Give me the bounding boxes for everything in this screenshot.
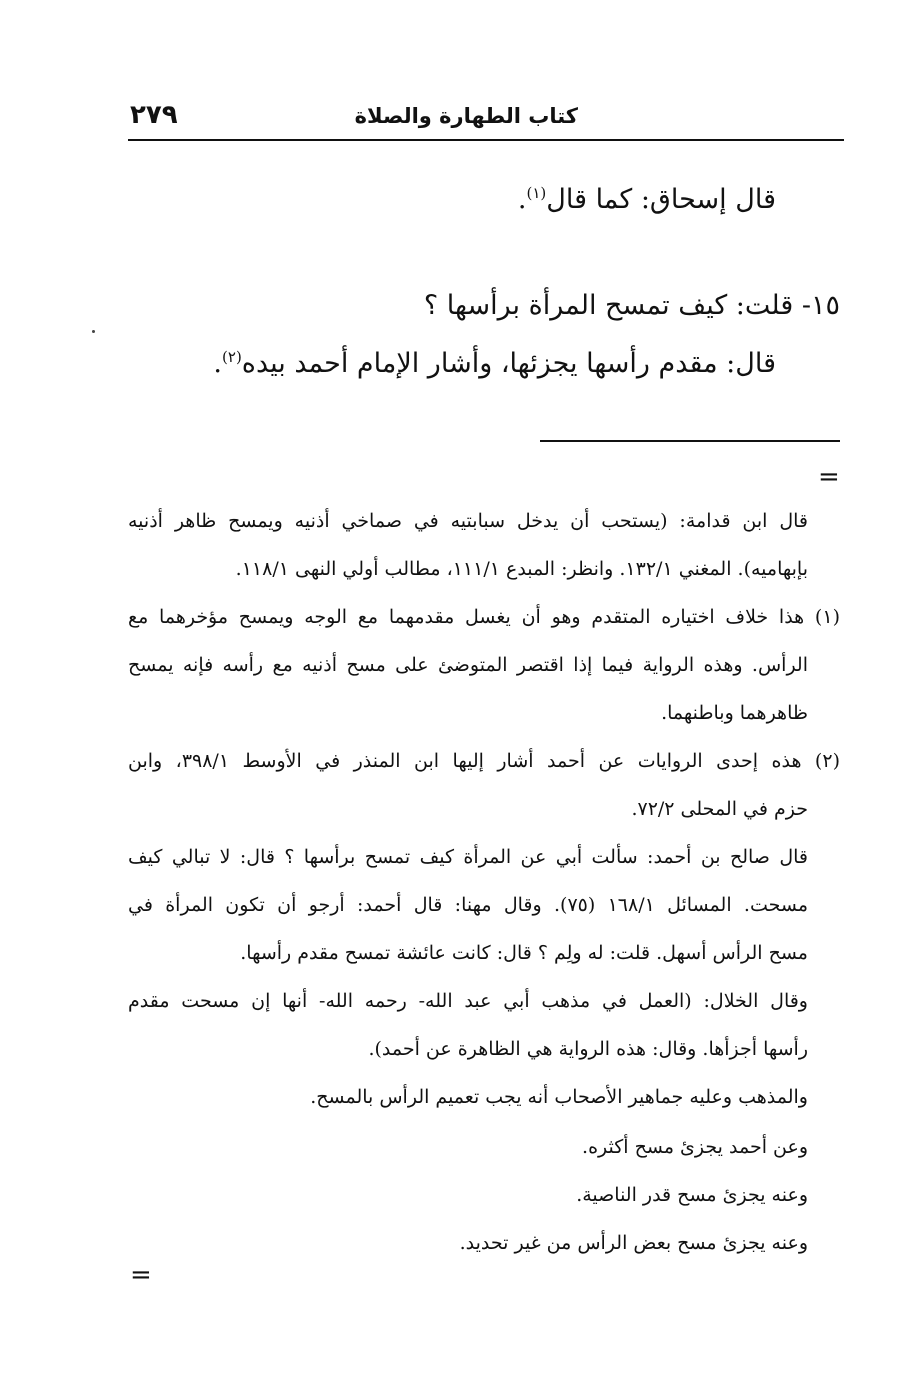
footnote-separator bbox=[540, 440, 840, 442]
stray-speck bbox=[92, 330, 95, 333]
main-text-1: قال إسحاق: كما قال bbox=[546, 184, 776, 215]
footnote-line: وعنه يجزئ مسح قدر الناصية. bbox=[576, 1184, 808, 1206]
footnote-line: الرأس. وهذه الرواية فيما إذا اقتصر المتوضئ على مسح أذنيه مع رأسه فإنه يمسح bbox=[128, 654, 808, 676]
footnote-line: مسح الرأس أسهل. قلت: له ولِم ؟ قال: كانت عائشة تمسح مقدم رأسها. bbox=[240, 942, 808, 964]
question-text: قلت: كيف تمسح المرأة برأسها ؟ bbox=[423, 290, 794, 321]
answer-line bbox=[213, 348, 776, 379]
main-text-1-end: . bbox=[517, 184, 527, 215]
main-text-line-1 bbox=[518, 184, 776, 215]
footnote-line: رأسها أجزأها. وقال: هذه الرواية هي الظاهرة عن أحمد). bbox=[368, 1038, 808, 1060]
book-title: كتاب الطهارة والصلاة bbox=[354, 104, 578, 128]
footnote-line: ظاهرهما وباطنهما. bbox=[661, 702, 808, 724]
continuation-mark-top: = bbox=[818, 462, 840, 492]
continuation-mark-bottom: = bbox=[130, 1260, 152, 1290]
footnote-line: قال ابن قدامة: (يستحب أن يدخل سبابتيه في صماخي أذنيه ويمسح ظاهر أذنيه bbox=[128, 510, 808, 532]
footnote-line: (١) هذا خلاف اختياره المتقدم وهو أن يغسل مقدمهما مع الوجه ويمسح مؤخرهما مع bbox=[128, 606, 840, 628]
question-number: ١٥- bbox=[801, 290, 840, 321]
footnote-line: (٢) هذه إحدى الروايات عن أحمد أشار إليها ابن المنذر في الأوسط ٣٩٨/١، وابن bbox=[128, 750, 840, 772]
footnote-line: قال صالح بن أحمد: سألت أبي عن المرأة كيف تمسح برأسها ؟ قال: لا تبالي كيف bbox=[128, 846, 808, 868]
running-header bbox=[128, 98, 842, 138]
footnote-ref-2: (٢) bbox=[222, 348, 242, 366]
footnote-line: حزم في المحلى ٧٢/٢. bbox=[631, 798, 808, 820]
footnote-line: مسحت. المسائل ١٦٨/١ (٧٥). وقال مهنا: قال أحمد: أرجو أن تكون المرأة في bbox=[128, 894, 808, 916]
footnote-line: بإبهاميه). المغني ١٣٢/١. وانظر: المبدع ١١١/١، مطالب أولي النهى ١١٨/١. bbox=[235, 558, 808, 580]
page-number: ٢٧٩ bbox=[130, 100, 178, 130]
question-line bbox=[424, 290, 840, 321]
answer-text-end: . bbox=[213, 348, 223, 379]
footnote-ref-1: (١) bbox=[526, 184, 547, 202]
footnote-line: وعن أحمد يجزئ مسح أكثره. bbox=[582, 1136, 808, 1158]
header-divider bbox=[128, 139, 844, 141]
answer-text: قال: مقدم رأسها يجزئها، وأشار الإمام أحمد بيده bbox=[241, 348, 776, 379]
footnote-line: والمذهب وعليه جماهير الأصحاب أنه يجب تعميم الرأس بالمسح. bbox=[310, 1086, 808, 1108]
footnote-line: وقال الخلال: (العمل في مذهب أبي عبد الله- رحمه الله- أنها إن مسحت مقدم bbox=[128, 990, 808, 1012]
footnote-line: وعنه يجزئ مسح بعض الرأس من غير تحديد. bbox=[459, 1232, 808, 1254]
